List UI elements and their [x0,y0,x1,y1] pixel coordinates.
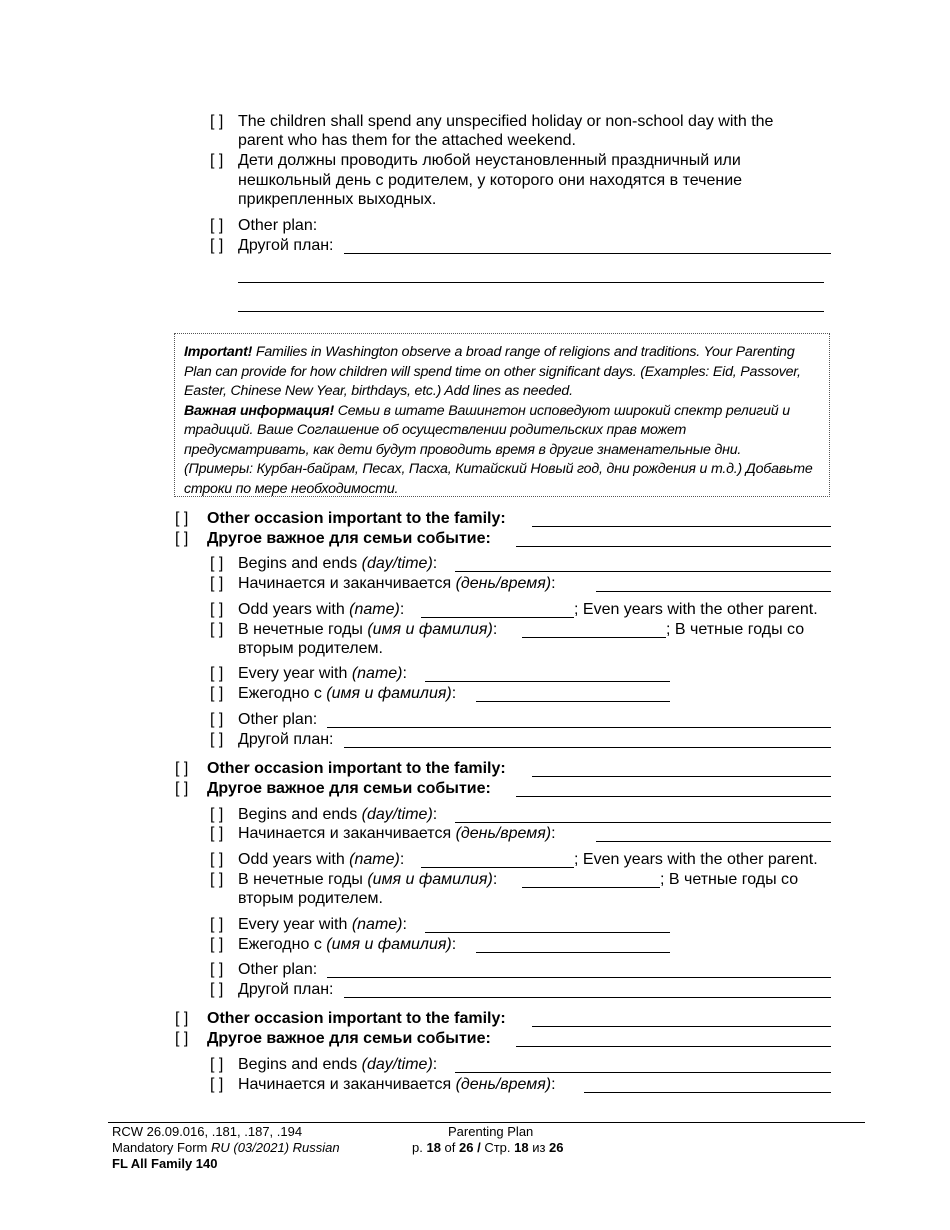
footer-rcw: RCW 26.09.016, .181, .187, .194 [112,1124,303,1139]
note-ru-4: (Примеры: Курбан-байрам, Песах, Пасха, Китайский Новый год, дни рождения и т.д.) Добавьте [184,461,813,477]
footer-form-id: FL All Family 140 [112,1156,218,1171]
checkbox-every-en[interactable]: [ ] [210,916,224,933]
checkbox-begins-en[interactable]: [ ] [210,806,224,823]
note-ru-2: традиций. Ваше Соглашение об осуществлении родительских прав может [184,422,687,438]
begins-ru-field[interactable] [596,591,831,592]
checkbox-begins-en[interactable]: [ ] [210,1056,224,1073]
other-plan-field-1[interactable] [344,253,831,254]
begins-en-field[interactable] [455,1072,831,1073]
occasion-field-ru[interactable] [516,546,831,547]
odd-en-suffix: ; Even years with the other parent. [574,601,818,618]
footer-page-number: p. 18 of 26 / Стр. 18 из 26 [412,1140,564,1155]
every-ru-label: Ежегодно с (имя и фамилия): [238,685,457,702]
other-en-label: Other plan: [238,711,318,728]
note-en-bold: Important! [184,344,253,360]
note-ru-bold: Важная информация! [184,402,334,419]
occasion-title-ru: Другое важное для семьи событие: [207,530,491,547]
odd-ru-field[interactable] [522,637,666,638]
checkbox-occasion-ru[interactable]: [ ] [175,1030,189,1047]
note-ru-3: предусматривать, как дети будут проводить время в другие знаменательные дни. [184,441,742,458]
other-plan-field-3[interactable] [238,311,824,312]
occasion-title-en: Other occasion important to the family: [207,1010,506,1027]
occasion-title-ru: Другое важное для семьи событие: [207,780,491,797]
checkbox-occasion-en[interactable]: [ ] [175,1010,189,1027]
begins-ru-field[interactable] [596,841,831,842]
checkbox-other-ru[interactable]: [ ] [210,731,224,748]
checkbox-every-ru[interactable]: [ ] [210,685,224,702]
checkbox-other-plan-en[interactable]: [ ] [210,217,224,234]
occasion-field-en[interactable] [532,776,831,777]
begins-en-field[interactable] [455,571,831,572]
begins-en-label: Begins and ends (day/time): [238,1056,438,1073]
other-ru-label: Другой план: [238,731,334,748]
occasion-field-en[interactable] [532,526,831,527]
odd-ru-suffix: ; В четные годы со [660,871,799,888]
begins-ru-label: Начинается и заканчивается (день/время): [238,1076,556,1093]
other-plan-ru-label: Другой план: [238,237,334,254]
occasion-title-ru: Другое важное для семьи событие: [207,1030,491,1047]
checkbox-odd-en[interactable]: [ ] [210,601,224,618]
begins-ru-field[interactable] [584,1092,831,1093]
every-en-field[interactable] [425,932,670,933]
odd-en-label: Odd years with (name): [238,601,405,618]
checkbox-begins-ru[interactable]: [ ] [210,575,224,592]
every-en-label: Every year with (name): [238,665,407,682]
odd-en-field[interactable] [421,867,574,868]
every-ru-field[interactable] [476,952,670,953]
other-ru-label: Другой план: [238,981,334,998]
checkbox-odd-ru[interactable]: [ ] [210,871,224,888]
note-en-3: Easter, Chinese New Year, birthdays, etc.) Add lines as needed. [184,383,573,399]
note-en-1: Families in Washington observe a broad range of religions and traditions. Your Parenting [252,344,795,360]
odd-ru-line2: вторым родителем. [238,890,383,907]
other-plan-en-label: Other plan: [238,217,318,234]
checkbox-occasion-ru[interactable]: [ ] [175,780,189,797]
odd-ru-field[interactable] [522,887,660,888]
note-ru-5: строки по мере необходимости. [184,480,399,497]
begins-ru-label: Начинается и заканчивается (день/время): [238,825,556,842]
every-en-field[interactable] [425,681,670,682]
other-en-field[interactable] [327,977,831,978]
odd-en-field[interactable] [421,617,574,618]
checkbox-odd-en[interactable]: [ ] [210,851,224,868]
checkbox-occasion-ru[interactable]: [ ] [175,530,189,547]
holiday-ru-line3: прикрепленных выходных. [238,191,437,208]
important-note-box [174,333,830,497]
holiday-en-line2: parent who has them for the attached weekend. [238,132,576,149]
checkbox-every-en[interactable]: [ ] [210,665,224,682]
checkbox-begins-ru[interactable]: [ ] [210,1076,224,1093]
occasion-title-en: Other occasion important to the family: [207,760,506,777]
odd-ru-label: В нечетные годы (имя и фамилия): [238,871,498,888]
checkbox-begins-ru[interactable]: [ ] [210,825,224,842]
begins-en-label: Begins and ends (day/time): [238,555,438,572]
occasion-title-en: Other occasion important to the family: [207,510,506,527]
odd-ru-suffix: ; В четные годы со [666,621,805,638]
odd-ru-line2: вторым родителем. [238,640,383,657]
begins-en-label: Begins and ends (day/time): [238,806,438,823]
footer-mandatory-form: Mandatory Form RU (03/2021) Russian [112,1140,340,1155]
other-en-field[interactable] [327,727,831,728]
other-en-label: Other plan: [238,961,318,978]
odd-en-suffix: ; Even years with the other parent. [574,851,818,868]
checkbox-begins-en[interactable]: [ ] [210,555,224,572]
checkbox-holiday-en[interactable]: [ ] [210,113,224,130]
every-ru-field[interactable] [476,701,670,702]
odd-en-label: Odd years with (name): [238,851,405,868]
holiday-ru-line1: Дети должны проводить любой неустановленный праздничный или [238,152,741,169]
holiday-ru-line2: нешкольный день с родителем, у которого они находятся в течение [238,172,743,189]
checkbox-other-en[interactable]: [ ] [210,711,224,728]
other-plan-field-2[interactable] [238,282,824,283]
note-en-2: Plan can provide for how children will spend time on other significant days. (Examples: Eid, Passover, [184,363,801,380]
note-ru-1: Семьи в штате Вашингтон исповедуют широкий спектр религий и [333,402,790,419]
holiday-en-line1: The children shall spend any unspecified holiday or non-school day with the [238,113,774,130]
begins-ru-label: Начинается и заканчивается (день/время): [238,575,556,592]
checkbox-every-ru[interactable]: [ ] [210,936,224,953]
checkbox-odd-ru[interactable]: [ ] [210,621,224,638]
every-ru-label: Ежегодно с (имя и фамилия): [238,936,457,953]
checkbox-other-en[interactable]: [ ] [210,961,224,978]
other-ru-field[interactable] [344,997,831,998]
checkbox-holiday-ru[interactable]: [ ] [210,152,224,169]
begins-en-field[interactable] [455,822,831,823]
occasion-field-en[interactable] [532,1026,831,1027]
other-ru-field[interactable] [344,747,831,748]
footer-rule [108,1122,865,1123]
checkbox-other-plan-ru[interactable]: [ ] [210,237,224,254]
checkbox-occasion-en[interactable]: [ ] [175,760,189,777]
odd-ru-label: В нечетные годы (имя и фамилия): [238,621,498,638]
every-en-label: Every year with (name): [238,916,407,933]
footer-title: Parenting Plan [448,1124,534,1139]
checkbox-other-ru[interactable]: [ ] [210,981,224,998]
checkbox-occasion-en[interactable]: [ ] [175,510,189,527]
occasion-field-ru[interactable] [516,796,831,797]
occasion-field-ru[interactable] [516,1046,831,1047]
